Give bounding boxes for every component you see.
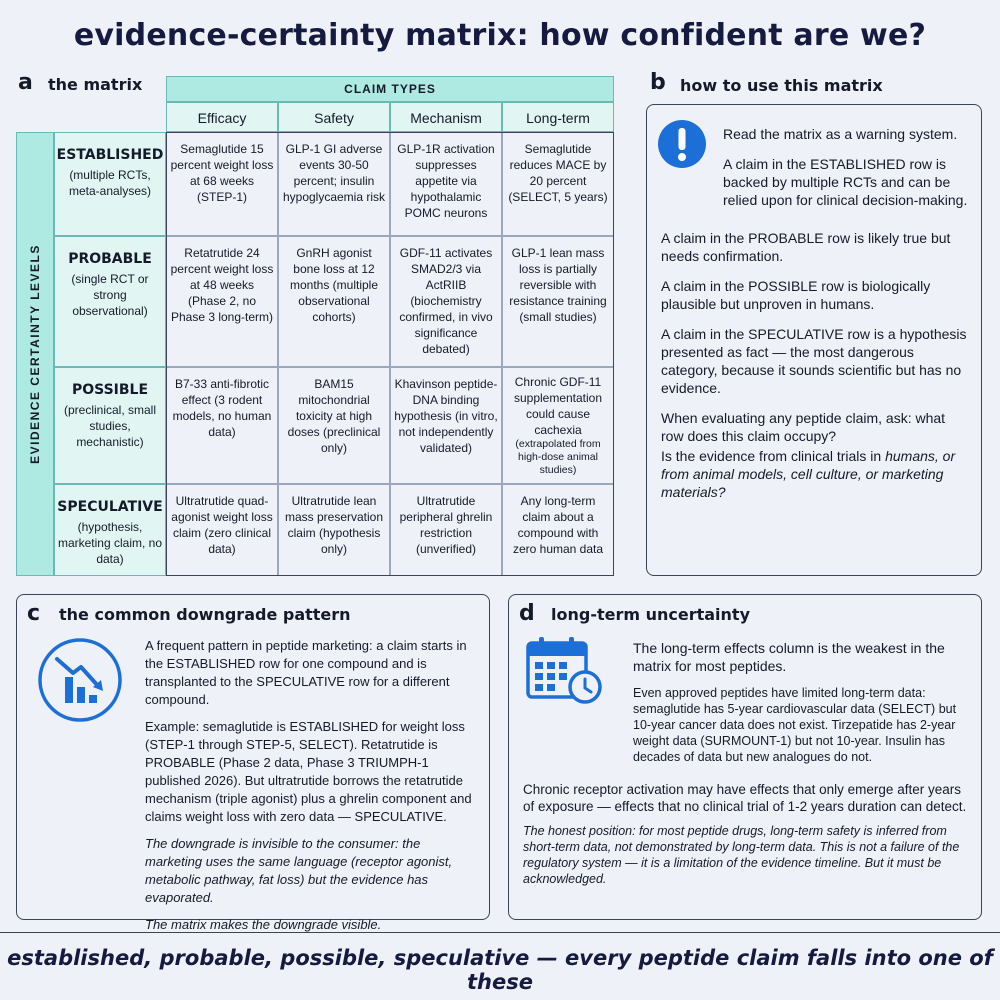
panel-b-text-4: A claim in the POSSIBLE row is biologically plausible but unproven in humans.	[661, 278, 931, 312]
row-description: (single RCT or strong observational)	[71, 272, 149, 318]
panel-b-text-7b: humans, or from animal models, cell culture, or marketing materials?	[661, 448, 956, 500]
matrix-cell-speculative-efficacy: Ultratrutide quad-agonist weight loss claim (zero clinical data)	[166, 484, 278, 576]
column-header-long-term: Long-term	[502, 102, 614, 132]
calendar-clock-icon	[525, 635, 605, 705]
matrix-cell-possible-long-term	[502, 367, 614, 484]
row-name: SPECULATIVE	[57, 499, 163, 515]
panel-b-text-7	[661, 447, 967, 501]
panel-b-text-6: When evaluating any peptide claim, ask: what row does this claim occupy?	[661, 410, 946, 444]
row-name: POSSIBLE	[71, 382, 149, 398]
page-title: evidence-certainty matrix: how confident are we?	[73, 18, 927, 53]
panel-c-text-3: The downgrade is invisible to the consumer: the marketing uses the same language (receptor agonist, metabolic pathway, fat loss) but the evidence has evaporated.	[145, 836, 453, 905]
matrix-cell-established-mechanism: GLP-1R activation suppresses appetite via hypothalamic POMC neurons	[390, 132, 502, 236]
row-description: (multiple RCTs, meta-analyses)	[68, 168, 152, 198]
panel-c-text-2: Example: semaglutide is ESTABLISHED for weight loss (STEP-1 through STEP-5, SELECT). Retatrutide is PROBABLE (Phase 2 data, Phase 3 TRIUMPH-1 published 2026). But ultratrutide borrows the retatrutide mechanism (triple agonist) plus a ghrelin component and claims weight loss with zero data — SPECULATIVE.	[145, 719, 472, 824]
section-letter-d: d	[519, 601, 535, 626]
panel-how-to-use	[646, 104, 982, 576]
column-header-efficacy: Efficacy	[166, 102, 278, 132]
row-description: (preclinical, small studies, mechanistic)	[63, 403, 157, 449]
matrix-cell-established-safety: GLP-1 GI adverse events 30-50 percent; insulin hypoglycaemia risk	[278, 132, 390, 236]
exclamation-icon	[657, 119, 707, 169]
panel-d-body	[523, 781, 967, 887]
row-header-established	[54, 132, 166, 236]
panel-d-heading: long-term uncertainty	[551, 605, 750, 624]
matrix-cell-speculative-mechanism: Ultratrutide peripheral ghrelin restriction (unverified)	[390, 484, 502, 576]
matrix-cell-probable-mechanism: GDF-11 activates SMAD2/3 via ActRIIB (biochemistry confirmed, in vivo significance debated)	[390, 236, 502, 367]
row-header-speculative	[54, 484, 166, 576]
column-header-mechanism: Mechanism	[390, 102, 502, 132]
matrix-cell-possible-efficacy: B7-33 anti-fibrotic effect (3 rodent models, no human data)	[166, 367, 278, 484]
matrix-heading: the matrix	[48, 75, 143, 94]
panel-long-term-uncertainty	[508, 594, 982, 920]
panel-c-body	[145, 637, 475, 943]
row-name: ESTABLISHED	[56, 147, 164, 163]
matrix-cell-probable-long-term: GLP-1 lean mass loss is partially reversible with resistance training (small studies)	[502, 236, 614, 367]
matrix-cell-probable-efficacy: Retatrutide 24 percent weight loss at 48 weeks (Phase 2, no Phase 3 long-term)	[166, 236, 278, 367]
panel-b-body	[661, 229, 967, 513]
matrix-cell-possible-safety: BAM15 mitochondrial toxicity at high doses (preclinical only)	[278, 367, 390, 484]
panel-c-text-1: A frequent pattern in peptide marketing: a claim starts in the ESTABLISHED row for one compound and is transplanted to the SPECULATIVE row for a different compound.	[145, 638, 467, 707]
matrix-cell-possible-mechanism: Khavinson peptide-DNA binding hypothesis (in vitro, not independently validated)	[390, 367, 502, 484]
panel-b-text-5: A claim in the SPECULATIVE row is a hypothesis presented as fact — the most dangerous category, because it sounds scientific but has no evidence.	[661, 326, 967, 396]
cell-text: Chronic GDF-11 supplementation could cause cachexia	[513, 375, 603, 437]
footer-divider	[0, 932, 1000, 933]
section-letter-a: a	[18, 70, 33, 95]
section-letter-b: b	[650, 70, 666, 95]
matrix-cell-speculative-long-term: Any long-term claim about a compound with zero human data	[502, 484, 614, 576]
panel-d-intro	[633, 639, 969, 765]
matrix-cell-speculative-safety: Ultratrutide lean mass preservation claim (hypothesis only)	[278, 484, 390, 576]
matrix-cell-established-efficacy: Semaglutide 15 percent weight loss at 68 weeks (STEP-1)	[166, 132, 278, 236]
panel-d-text-3: Chronic receptor activation may have effects that only emerge after years of exposure — effects that no clinical trial of 1-2 years duration can detect.	[523, 782, 967, 814]
cell-note: (extrapolated from high-dose animal studies)	[515, 438, 601, 476]
panel-c-text-4: The matrix makes the downgrade visible.	[145, 917, 382, 932]
panel-b-text-7a: Is the evidence from clinical trials in	[661, 448, 886, 464]
panel-b-text-3: A claim in the PROBABLE row is likely true but needs confirmation.	[661, 230, 951, 264]
row-header-probable	[54, 236, 166, 367]
section-letter-c: c	[27, 601, 41, 626]
matrix-cell-probable-safety: GnRH agonist bone loss at 12 months (multiple observational cohorts)	[278, 236, 390, 367]
tagline: established, probable, possible, speculative — every peptide claim falls into one of these	[7, 946, 993, 994]
panel-downgrade-pattern	[16, 594, 490, 932]
row-description: (hypothesis, marketing claim, no data)	[57, 520, 163, 566]
matrix-cell-established-long-term: Semaglutide reduces MACE by 20 percent (SELECT, 5 years)	[502, 132, 614, 236]
row-name: PROBABLE	[68, 251, 152, 267]
panel-b-text-1: Read the matrix as a warning system.	[723, 126, 958, 142]
panel-c-heading: the common downgrade pattern	[59, 605, 351, 624]
certainty-levels-label: EVIDENCE CERTAINTY LEVELS	[28, 244, 42, 464]
claim-types-header: CLAIM TYPES	[166, 76, 614, 102]
panel-d-text-4: The honest position: for most peptide drugs, long-term safety is inferred from short-term data, not demonstrated by long-term data. This is not a failure of the regulatory system — it is a limitation of the evidence timeline. But it must be acknowledged.	[523, 824, 960, 886]
panel-b-heading: how to use this matrix	[680, 76, 883, 95]
column-header-safety: Safety	[278, 102, 390, 132]
downtrend-chart-icon	[37, 637, 123, 723]
row-header-possible	[54, 367, 166, 484]
panel-b-intro	[723, 125, 975, 221]
panel-d-text-2: Even approved peptides have limited long-term data: semaglutide has 5-year cardiovascular data (SELECT) but 10-year cancer data does not exist. Tirzepatide has 2-year weight data (SURMOUNT-1) but not 10-year. Insulin has decades of data but new analogues do not.	[633, 686, 957, 764]
panel-d-text-1: The long-term effects column is the weakest in the matrix for most peptides.	[633, 640, 945, 674]
panel-b-text-2: A claim in the ESTABLISHED row is backed by multiple RCTs and can be relied upon for clinical decision-making.	[723, 156, 968, 208]
